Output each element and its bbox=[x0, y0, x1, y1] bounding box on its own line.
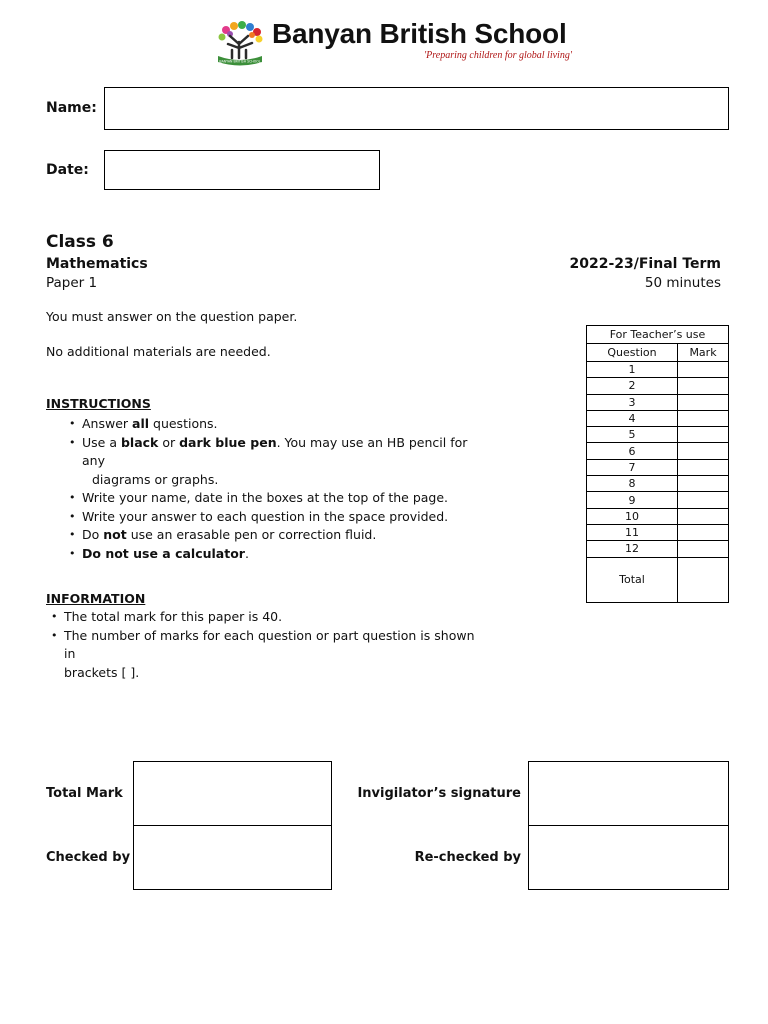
question-number: 3 bbox=[587, 394, 678, 410]
checked-by-box[interactable] bbox=[133, 825, 332, 890]
mark-cell[interactable] bbox=[678, 410, 729, 426]
question-number: 4 bbox=[587, 410, 678, 426]
question-number: 2 bbox=[587, 378, 678, 394]
mark-cell[interactable] bbox=[678, 378, 729, 394]
information-heading: INFORMATION bbox=[46, 591, 146, 606]
invigilator-signature-box[interactable] bbox=[528, 761, 729, 826]
note-answer: You must answer on the question paper. bbox=[46, 309, 298, 324]
teacher-mark-table bbox=[586, 325, 729, 603]
school-name: Banyan British School bbox=[272, 18, 567, 49]
table-row bbox=[587, 362, 729, 378]
list-item: • Use a black or dark blue pen. You may use an HB pencil for any diagrams or graphs. bbox=[64, 434, 484, 490]
class-title: Class 6 bbox=[46, 232, 114, 252]
rechecked-by-label: Re-checked by bbox=[414, 850, 521, 865]
list-item: • Answer all questions. bbox=[64, 415, 484, 434]
table-row bbox=[587, 443, 729, 459]
column-header-mark: Mark bbox=[678, 344, 729, 362]
table-row bbox=[587, 410, 729, 426]
instructions-heading: INSTRUCTIONS bbox=[46, 396, 151, 411]
question-number: 5 bbox=[587, 427, 678, 443]
table-row bbox=[587, 459, 729, 475]
svg-text:BANYAN BRITISH SCHOOL: BANYAN BRITISH SCHOOL bbox=[219, 59, 261, 64]
date-field[interactable] bbox=[104, 150, 380, 190]
mark-cell[interactable] bbox=[678, 459, 729, 475]
name-label: Name: bbox=[46, 100, 97, 116]
list-item: • Do not use an erasable pen or correction fluid. bbox=[64, 526, 484, 545]
table-row bbox=[587, 492, 729, 508]
checked-by-label: Checked by bbox=[46, 850, 131, 865]
mark-cell[interactable] bbox=[678, 541, 729, 557]
table-row bbox=[587, 508, 729, 524]
date-label: Date: bbox=[46, 162, 89, 178]
rechecked-by-box[interactable] bbox=[528, 825, 729, 890]
mark-cell[interactable] bbox=[678, 362, 729, 378]
subject-title: Mathematics bbox=[46, 256, 148, 272]
mark-cell[interactable] bbox=[678, 524, 729, 540]
table-row bbox=[587, 394, 729, 410]
exam-duration: 50 minutes bbox=[644, 275, 721, 291]
mark-cell[interactable] bbox=[678, 492, 729, 508]
list-item: • The total mark for this paper is 40. bbox=[46, 608, 486, 627]
total-mark-cell[interactable] bbox=[678, 557, 729, 602]
total-label: Total bbox=[587, 557, 678, 602]
question-number: 8 bbox=[587, 476, 678, 492]
invigilator-label: Invigilator’s signature bbox=[357, 786, 521, 801]
question-number: 12 bbox=[587, 541, 678, 557]
question-number: 7 bbox=[587, 459, 678, 475]
column-header-question: Question bbox=[587, 344, 678, 362]
instructions-list bbox=[64, 415, 484, 563]
table-caption: For Teacher’s use bbox=[587, 326, 729, 344]
paper-number: Paper 1 bbox=[46, 275, 98, 291]
list-item: • The number of marks for each question or part question is shown in brackets [ ]. bbox=[46, 627, 486, 683]
question-number: 10 bbox=[587, 508, 678, 524]
mark-cell[interactable] bbox=[678, 427, 729, 443]
list-item: • Do not use a calculator. bbox=[64, 545, 484, 564]
table-row bbox=[587, 427, 729, 443]
mark-cell[interactable] bbox=[678, 476, 729, 492]
school-tagline: 'Preparing children for global living' bbox=[424, 50, 572, 61]
note-materials: No additional materials are needed. bbox=[46, 344, 271, 359]
question-number: 11 bbox=[587, 524, 678, 540]
total-mark-label: Total Mark bbox=[46, 786, 123, 801]
mark-cell[interactable] bbox=[678, 443, 729, 459]
total-mark-box[interactable] bbox=[133, 761, 332, 826]
mark-cell[interactable] bbox=[678, 508, 729, 524]
table-row bbox=[587, 476, 729, 492]
exam-term: 2022-23/Final Term bbox=[569, 256, 721, 272]
question-number: 9 bbox=[587, 492, 678, 508]
table-row bbox=[587, 378, 729, 394]
list-item: • Write your name, date in the boxes at the top of the page. bbox=[64, 489, 484, 508]
school-logo bbox=[212, 20, 268, 66]
table-row bbox=[587, 541, 729, 557]
list-item: • Write your answer to each question in the space provided. bbox=[64, 508, 484, 527]
table-row bbox=[587, 524, 729, 540]
name-field[interactable] bbox=[104, 87, 729, 130]
question-number: 1 bbox=[587, 362, 678, 378]
question-number: 6 bbox=[587, 443, 678, 459]
mark-cell[interactable] bbox=[678, 394, 729, 410]
information-list bbox=[46, 608, 486, 682]
